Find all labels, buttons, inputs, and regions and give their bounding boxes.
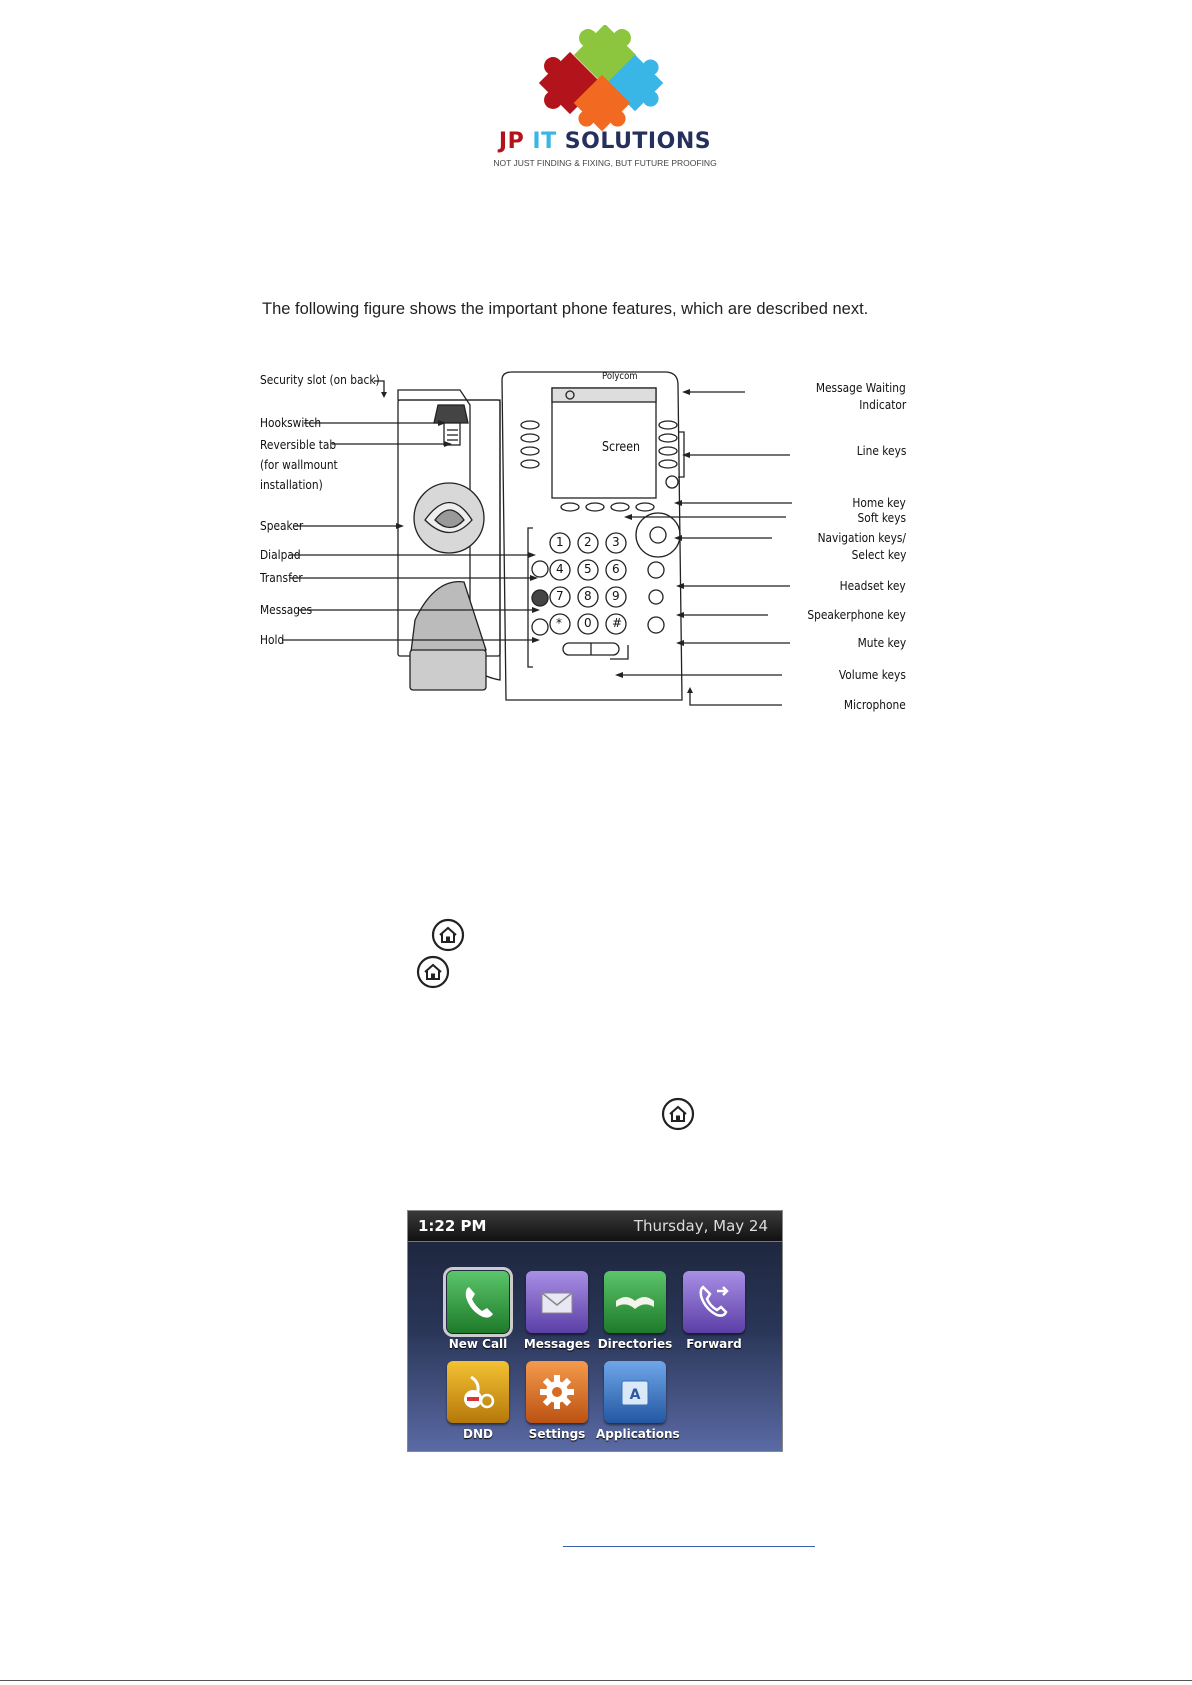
label-dialpad: Dialpad xyxy=(260,547,301,562)
brand-it: IT xyxy=(532,129,557,154)
app-applications[interactable] xyxy=(596,1361,680,1449)
app-new-call[interactable] xyxy=(439,1271,517,1359)
phone-features-figure xyxy=(250,360,930,730)
label-headset-key: Headset key xyxy=(839,578,906,593)
app-label: New Call xyxy=(448,1337,508,1351)
app-forward[interactable] xyxy=(675,1271,753,1359)
label-reversible-tab-line2: (for wallmount xyxy=(260,457,338,472)
app-dnd[interactable] xyxy=(439,1361,517,1449)
dialpad-key: 0 xyxy=(584,616,592,630)
label-mwi-line2: Indicator xyxy=(859,397,906,412)
dialpad-key: 8 xyxy=(584,589,592,603)
brand-solutions: SOLUTIONS xyxy=(564,129,712,154)
link-underline[interactable] xyxy=(563,1545,815,1547)
phone-icon xyxy=(447,1271,509,1333)
app-label: Settings xyxy=(528,1427,586,1441)
label-hookswitch: Hookswitch xyxy=(260,415,322,430)
dialpad-key: # xyxy=(612,616,623,630)
dialpad-key: 3 xyxy=(612,535,620,549)
label-brand: Polycom xyxy=(602,371,638,382)
brand-jp: JP xyxy=(498,129,525,154)
app-label: Forward xyxy=(686,1337,742,1351)
dialpad-key: 9 xyxy=(612,589,620,603)
app-directories[interactable] xyxy=(596,1271,674,1359)
envelope-icon xyxy=(526,1271,588,1333)
phone-home-screen xyxy=(407,1210,783,1452)
app-label: Messages xyxy=(523,1337,591,1351)
app-messages[interactable] xyxy=(518,1271,596,1359)
page-bottom-rule xyxy=(0,1680,1192,1681)
brand-tagline: NOT JUST FINDING & FIXING, BUT FUTURE PROOFING xyxy=(493,158,717,168)
label-security-slot: Security slot (on back) xyxy=(260,372,380,387)
dialpad-key: * xyxy=(556,616,562,630)
label-hold: Hold xyxy=(260,632,285,647)
app-label: DND xyxy=(463,1427,493,1441)
dnd-icon xyxy=(447,1361,509,1423)
company-logo xyxy=(485,25,725,175)
label-navigation-keys: Navigation keys/ xyxy=(817,530,906,545)
label-screen: Screen xyxy=(602,440,640,455)
dialpad-key: 4 xyxy=(556,562,564,576)
dialpad-key: 2 xyxy=(584,535,592,549)
label-messages: Messages xyxy=(260,602,313,617)
app-label: Directories xyxy=(597,1337,673,1351)
label-volume-keys: Volume keys xyxy=(838,667,906,682)
label-transfer: Transfer xyxy=(260,570,303,585)
app-label: Applications xyxy=(596,1427,680,1441)
label-microphone: Microphone xyxy=(844,697,906,712)
book-icon xyxy=(604,1271,666,1333)
label-soft-keys: Soft keys xyxy=(857,510,906,525)
gear-icon xyxy=(526,1361,588,1423)
home-key-icon xyxy=(416,955,450,989)
dialpad-key: 7 xyxy=(556,589,564,603)
puzzle-logo-icon xyxy=(485,25,725,135)
app-settings[interactable] xyxy=(518,1361,596,1449)
status-bar xyxy=(408,1211,782,1242)
home-key-icon xyxy=(661,1097,695,1131)
label-reversible-tab: Reversible tab xyxy=(260,437,337,452)
label-line-keys: Line keys xyxy=(856,443,906,458)
label-speaker: Speaker xyxy=(260,518,304,533)
brand-name xyxy=(485,129,725,154)
applications-icon xyxy=(604,1361,666,1423)
home-key-icon xyxy=(431,918,465,952)
label-select-key: Select key xyxy=(851,547,906,562)
status-date: Thursday, May 24 xyxy=(633,1217,768,1235)
label-mwi: Message Waiting xyxy=(816,380,906,395)
dialpad-key: 1 xyxy=(556,535,564,549)
dialpad-key: 5 xyxy=(584,562,592,576)
intro-text: The following figure shows the important phone features, which are described next. xyxy=(262,300,869,318)
dialpad-key: 6 xyxy=(612,562,620,576)
label-mute-key: Mute key xyxy=(857,635,906,650)
status-time: 1:22 PM xyxy=(418,1217,487,1235)
forward-call-icon xyxy=(683,1271,745,1333)
label-home-key: Home key xyxy=(852,495,906,510)
label-reversible-tab-line3: installation) xyxy=(260,477,323,492)
label-speakerphone-key: Speakerphone key xyxy=(807,607,906,622)
svg-text:A: A xyxy=(629,1387,641,1403)
